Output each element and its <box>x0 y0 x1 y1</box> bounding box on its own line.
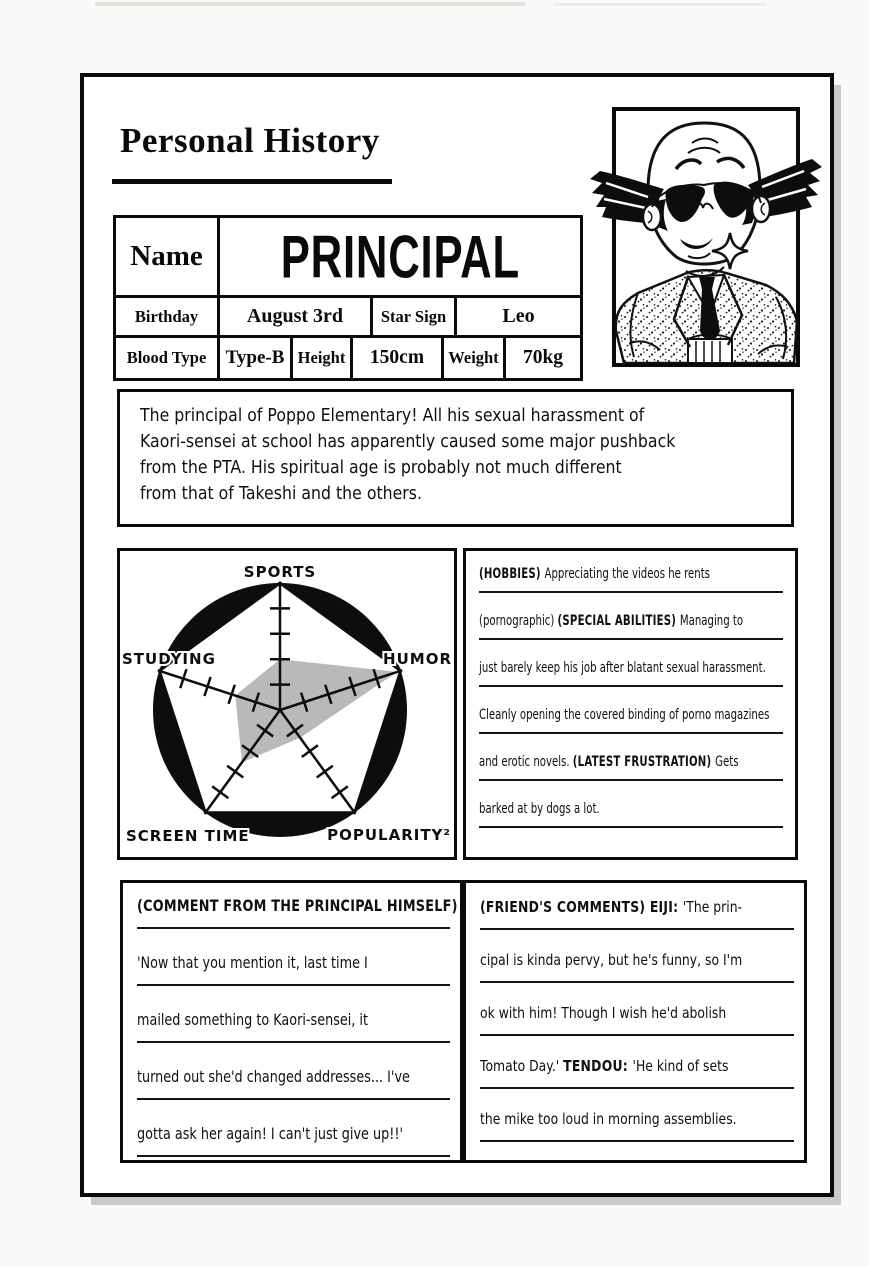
blood-type-label: Blood Type <box>116 338 220 378</box>
principal-comment-box <box>120 880 463 1163</box>
star-sign-label: Star Sign <box>373 298 457 335</box>
friends-comment-text: (FRIEND'S COMMENTS) EIJI: 'The prin- cipal is kinda pervy, but he's funny, so I'm ok with him! Though I wish he'd abolish Tomato Day.' TENDOU: 'He kind of sets the mike too loud in morning assemblies. <box>480 897 794 1142</box>
svg-text:SPORTS: SPORTS <box>243 563 317 581</box>
name-label: Name <box>116 218 220 295</box>
svg-text:STUDYING: STUDYING <box>122 650 216 668</box>
scan-artifact <box>555 3 765 6</box>
table-row <box>116 218 580 298</box>
profile-table <box>113 215 583 381</box>
profile-page-frame <box>80 73 834 1197</box>
height-value: 150cm <box>353 338 444 378</box>
description-text: The principal of Poppo Elementary! All his sexual harassment of Kaori-sensei at school has apparently caused some major pushback from the PTA. His spiritual age is probably not much different from that of Takeshi and the others. <box>140 406 676 504</box>
description-box <box>117 389 794 527</box>
principal-portrait-illustration <box>590 105 822 363</box>
portrait-box <box>612 107 800 367</box>
page-title: Personal History <box>120 121 380 160</box>
name-value: PRINCIPAL <box>280 222 520 291</box>
principal-comment-text: (COMMENT FROM THE PRINCIPAL HIMSELF) 'Now that you mention it, last time I mailed something to Kaori-sensei, it turned out she'd changed addresses... I've gotta ask her again! I can't just give up!!' <box>137 895 450 1157</box>
blood-type-value: Type-B <box>220 338 293 378</box>
svg-text:HUMOR: HUMOR <box>383 650 452 668</box>
height-label: Height <box>293 338 353 378</box>
friends-comment-box <box>463 880 807 1163</box>
table-row <box>116 298 580 338</box>
scan-artifact <box>95 2 525 6</box>
pants <box>688 339 732 363</box>
table-row <box>116 338 580 378</box>
hobbies-box <box>463 548 798 860</box>
birthday-value: August 3rd <box>220 298 373 335</box>
title-underline <box>112 179 392 184</box>
weight-value: 70kg <box>522 347 564 368</box>
radar-chart-box <box>117 548 457 860</box>
stats-radar-chart <box>120 551 454 857</box>
birthday-label: Birthday <box>116 298 220 335</box>
weight-label: Weight <box>444 338 506 378</box>
svg-text:POPULARITY²: POPULARITY² <box>327 826 451 844</box>
hobbies-text: (HOBBIES) Appreciating the videos he rents (pornographic) (SPECIAL ABILITIES) Managing to just barely keep his job after blatant sexual harassment. Cleanly opening the covered binding of porno magazines and erotic novels. (LATEST FRUSTRATION) Gets barked at by dogs a lot. <box>479 565 783 828</box>
star-sign-value: Leo <box>502 305 535 327</box>
svg-text:SCREEN TIME: SCREEN TIME <box>126 827 250 845</box>
